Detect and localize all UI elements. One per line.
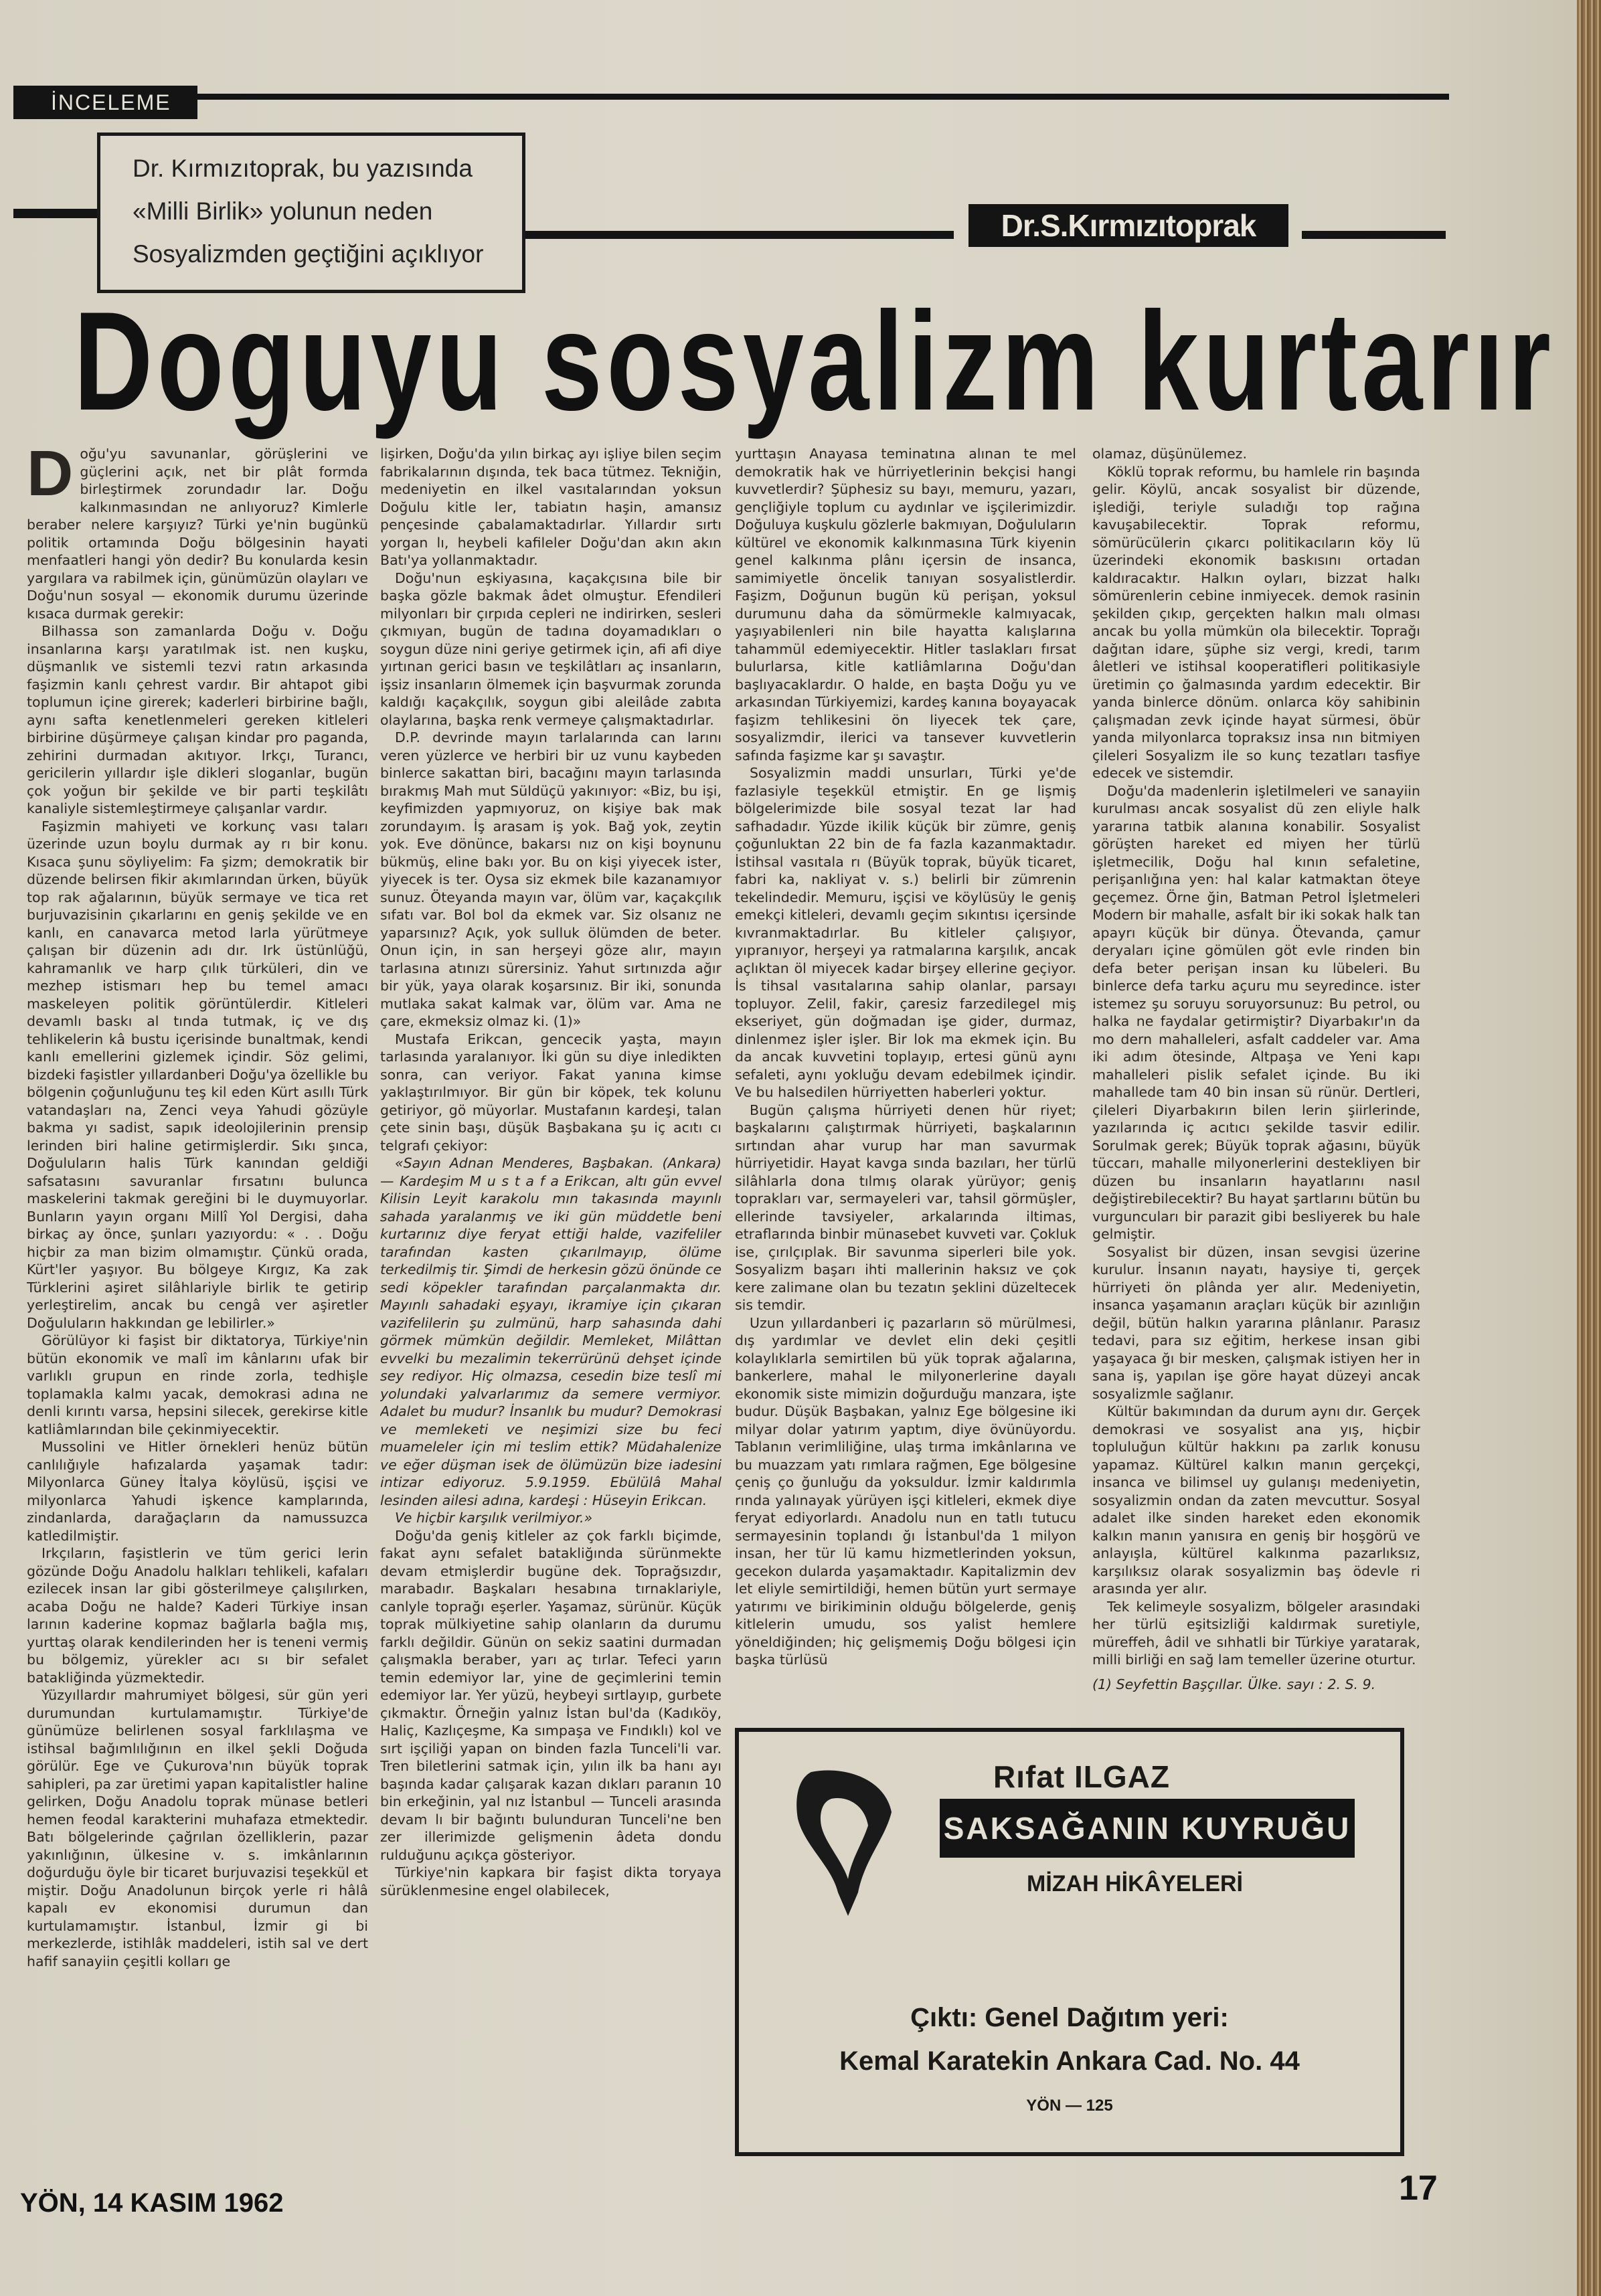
deck-box — [97, 133, 525, 293]
center-rule — [525, 231, 954, 239]
author-byline: Dr.S.Kırmızıtoprak — [968, 204, 1288, 247]
deck-line: «Milli Birlik» yolunun neden — [133, 197, 433, 225]
paragraph: Görülüyor ki faşist bir diktatorya, Türkiye'nin bütün ekonomik ve malî im kânlarını ufak bir varlıklı grupun en rinde zorla, tedhişle toplamakla kalmı yacak, demokrasi adına ne denli kırıntı varsa, hepsini silecek, gerekirse kitle katliâmlarından bile çekinmiyecektir. — [27, 1332, 368, 1437]
paragraph: lişirken, Doğu'da yılın birkaç ayı işliye bilen seçim fabrikalarının dışında, tek baca tütmez. Tekniğin, medeniyetin en ilkel vasıtalarından yoksun Doğulu kitle ler, tabiatın haşin, amansız pençesinde çabalamaktadırlar. Yıllardır sırtı yorgan lı, heybeli kafileler Doğu'dan akın akın Batı'ya yollanmaktadır. — [380, 446, 722, 568]
paragraph: Köklü toprak reformu, bu hamlele rin başında gelir. Köylü, ancak sosyalist bir düzende, işlediği, teriyle suladığı top rağına kavuşabilecektir. Toprak reformu, sömürücülerin çıkarcı politikacıların köy lü üzerindeki ekonomik baskısını ortadan kaldıracaktır. Halkın oyları, bizzat halkı sömürenlerin cebine inmiyecek. demok rasinin şekilden çıkıp, gerçekten halkın malı olması ancak bu yolla mümkün ola bilecektir. Toprağı dağıtan idare, şüphe siz vergi, kredi, tarım âletleri ve istihsal kooperatifleri politikasiyle üretimin ço ğalmasında yardım edecektir. Bir yanda binlerce dönüm. onlarca köy sahibinin çalışmadan zevk içinde hayat sürmesi, öbür yanda milyonlarca topraksız insa nın bitmiyen çileleri Sosyalizm ile so kunç tezatları tasfiye edecek ve sistemdir. — [1092, 463, 1420, 781]
deck-line: Dr. Kırmızıtoprak, bu yazısında — [133, 155, 473, 182]
section-tag: İNCELEME — [13, 86, 197, 119]
paragraph: Tek kelimeyle sosyalizm, bölgeler arasındaki her türlü eşitsizliği kaldırmak suretiyle, müreffeh, âdil ve sıhhatli bir Türkiye yaratarak, milli birliği en sağ lam temeller üzerine oturtur. — [1092, 1598, 1420, 1668]
paragraph: yurttaşın Anayasa teminatına alınan te mel demokratik hak ve hürriyetlerinin bekçisi hangi kuvvetlerdir? Şüphesiz su bayı, memuru, yazarı, gençliğiyle toplum cu aydınlar ve işçilerimizdir. Doğuluya kuşkulu gözlerle bakmıyan, Doğuluların kültürel ve ekonomik kalkınmasına Türk kiyenin genel kalkınma plânı içersin de insanca, samimiyetle öncelik tanıyan sosyalistlerdir. Faşizm, Doğunun bugün kü perişan, yoksul durumunu daha da sömürmekle kalmıyacak, yaşıyabilenleri nin bile hayatta kalışlarına tahammül edemiyecektir. Hitler taslakları fırsat bulurlarsa, kitle katliâmlarına Doğu'dan başlıyacaklardır. O halde, en başta Doğu yu ve arkasından Türkiyemizi, kardeş kanına boyayacak faşizm tehlikesini ön liyecek tek çare, sosyalizmdir, ilerici va tansever kuvvetlerin safında faşizme kar şı savaştır. — [735, 446, 1076, 764]
deck-line: Sosyalizmden geçtiğini açıklıyor — [133, 240, 484, 268]
paragraph: Bilhassa son zamanlarda Doğu v. Doğu insanlarına karşı yaratılmak ist. nen kuşku, düşmanlık ve sistemli tezvi ratın arkasında faşizmin kanlı çehrest vardır. Bir ahtapot gibi toplumun içine girerek; kaderleri birbirine bağlı, aynı safta kenetlenmeleri gereken kitleleri birbirine düşürmeye çalışan kindar pro paganda, zehirini durmadan akıtıyor. Irkçı, Turancı, gericilerin yıllardır işle dikleri sloganlar, bugün çok yoğun bir şekilde ve bir parti teşkilâtı kanaliyle sistemleştirmeye çalışanlar vardır. — [27, 623, 368, 816]
paragraph: Doğu'da geniş kitleler az çok farklı biçimde, fakat aynı sefalet batakliğında sürünmekte devam etmişlerdir bugüne dek. Toprağsızdır, marabadır. Başkaları hesabına tırnaklariyle, canlyle toprağı eşerler. Yaşamaz, sürünür. Küçük toprak mülkiyetine sahip olanların da durumu farklı değildir. Günün on sekiz saatini durmadan çalışmakla beraber, yarı aç tırlar. Tefeci yarın temin edemiyor lar, yine de geçimlerini temin edemiyor lar. Yer yüzü, heybeyi sırtlayıp, gurbete çıkmaktır. Örneğin yalnız İstan bul'da (Kadıköy, Haliç, Kazlıçeşme, Ka sımpaşa ve Fındıklı) kol ve sırt işçiliği yapan on binden fazla Tunceli'li var. Tren biletlerini satmak için, yılın ilk ba hanı ayı başında kadar çalışarak kazan dıkları paranın 10 bin erkeğinin, yal nız İstanbul — Tunceli arasında devam lı bir bağıntı bulunduran Tunceli'ne ben zer illerimizde gelişmenin âdeta dondu rulduğunu açıkça gösteriyor. — [380, 1527, 722, 1863]
footnote: (1) Seyfettin Başçıllar. Ülke. sayı : 2. S. 9. — [1092, 1676, 1376, 1692]
ad-author: Rıfat ILGAZ — [993, 1759, 1170, 1794]
paragraph: Uzun yıllardanberi iç pazarların sö mürülmesi, dış yardımlar ve devlet elin deki çeşitli kolaylıklarla semirtilen bü yük toprak ağalarına, bankerlere, mahal le milyonerlerine dayalı ekonomik siste mimizin doğurduğu manzara, işte budur. Düşük Başbakan, yalnız Ege bölgesine iki milyar dolar yatırım yaptım, diye övünüyordu. Tablanın verimliliğine, ulaş tırma imkânlarına ve bu muazzam yatı rımlara rağmen, Ege bölgesine çeniş ço ğunluğu da yoksuldur. İzmir kaldırımla rında yalınayak yürüyen işçi kitleleri, ekmek diye feryat ediyorlardı. Anadolu nun en tatlı tutucu sermayesinin toplandı ğı İstanbul'da 1 milyon insan, her tür lü kamu hizmetlerinden yoksun, gecekon dularda yaşamaktadır. Kapitalizmin dev let eliyle semirtildiği, hemen bütün yurt sermaye yatırımı ve birikiminin olduğu bölgelerde, geniş kitlelerin umudu, sos yalist hemlere yöneldiğinden; hiç gelişmemiş Doğu bölgesi için başka türlüsü — [735, 1314, 1076, 1668]
top-rule — [197, 94, 1449, 100]
book-advertisement — [735, 1728, 1404, 2156]
paragraph: Mussolini ve Hitler örnekleri henüz bütün canlılığıyle hafızalarda yaşamak tadır: Milyonlarca Güney İtalya köylüsü, işçisi ve milyonlarca Yahudi işkence kamplarında, zindanlarda, darağaçların da namussuzca katledilmiştir. — [27, 1439, 368, 1544]
page-binding — [1577, 0, 1601, 2296]
ad-distributor: Kemal Karatekin Ankara Cad. No. 44 — [839, 2046, 1300, 2076]
drop-cap: D — [27, 445, 74, 509]
body-column-1 — [27, 445, 368, 2172]
body-column-2 — [380, 445, 722, 2172]
paragraph: olamaz, düşünülemez. — [1092, 446, 1247, 462]
paragraph: D.P. devrinde mayın tarlalarında can larını veren yüzlerce ve herbiri bir uz vunu kaybeden binlerce sakattan biri, bacağını mayın tarlasında bırakmış Mah mut Süldüçü yakınıyor: «Biz, bu işi, keyfimizden yapmıyoruz, on kişiye bak mak zorundayım. İş arasam iş yok. Bağ yok, zeytin yok. Eve dönünce, bakarsı nız on kişi boynunu bükmüş, eline bakı yor. Bu on kişi yiyecek ister, yiyecek is ter. Oysa siz ekmek bile kazanamıyor sunuz. Öteyanda mayın var, ölüm var, kaçakçılık sıfatı var. Bol bol da ekmek var. Siz olsanız ne yaparsınız? Açık, yok sulluk ölümden de beter. Onun için, in san herşeyi göze alır, mayın tarlasına atınızı sürersiniz. Yahut sırtınızda ağır bir yük, yaya olarak koşarsınız. Bir iki, sonunda mutlaka sakat kalmak var, ölüm var. Ama ne çare, ekmeksiz olmaz ki. (1)» — [380, 729, 722, 1029]
ad-book-title: SAKSAĞANIN KUYRUĞU — [940, 1799, 1355, 1858]
headline: Doguyu sosyalizm kurtarır — [74, 282, 1555, 440]
issue-date: YÖN, 14 KASIM 1962 — [20, 2188, 284, 2218]
paragraph: Sosyalizmin maddi unsurları, Türki ye'de fazlasiyle teşekkül etmiştir. En ge lişmiş bölgelerimizde bile sosyal tezat lar had safhadadır. Yüzde ikilik küçük bir zümre, geniş çoğunluktan 22 bin de fa fazla kazanmaktadır. İstihsal vasıtala rı (Büyük toprak, büyük ticaret, fabri ka, nakliyat v. s.) belirli bir zümrenin tekelindedir. Memuru, işçisi ve köylüsüy le geniş emekçi kitleleri, devamlı geçim sıkıntısı içersinde kıvranmaktadırlar. Bu kitleler çalışıyor, yıpranıyor, herşeyi ya ratmalarına karşılık, ancak açlıktan öl miyecek kadar birşey ellerine geçiyor. İs tihsal vasıtalarına sahip olanlar, parsayı topluyor. Zelil, fakir, çaresiz farzedilegel miş ekseriyet, gün doğmadan işe gider, durmaz, dinlenmez işler işler. Bir lok ma ekmek için. Bu da ancak kuvvetini toplayıp, ertesi günü aynı sefaleti, aynı yokluğu devam edebilmek içindir. Ve bu halsedilen hürriyetten haberleri yoktur. — [735, 765, 1076, 1100]
paragraph: Kültür bakımından da durum aynı dır. Gerçek demokrasi ve sosyalist ana yış, hiçbir topluluğun kültür hakkını pa zarlık konusu yapamaz. Kültürel kalkın manın gerçekçi, insanca ve bilimsel uy gulanışı medeniyetin, sosyalizmin ondan da zaten mevcuttur. Sosyal adalet ilke sinden hareket eden ekonomik kalkın manın yanısıra en geniş bir hoşgörü ve anlayışla, kültürel kalkınma pazarlıksız, karşılıksız olarak sosyalizmin baş ödevle ri arasında yer alır. — [1092, 1403, 1420, 1597]
body-column-3 — [735, 445, 1076, 1703]
magpie-tail-icon — [784, 1759, 918, 1919]
paragraph: Doğu'nun eşkiyasına, kaçakçısına bile bir başka gözle bakmak âdet olmuştur. Efendileri milyonları bir çırpıda cepleri ne indirirken, sesleri çıkmıyan, bugün de tadına doyamadıkları o soygun düze nini geriye getirmek için, afi afi diye yırtınan gerici basın ve teşkilâtları aç insanların, işsiz insanların ölmemek için başvurmak zorunda kaldığı kaçakçılık, soygun gibi aleilâde zabıta olaylarına, başka renk vermeye çalışmaktadırlar. — [380, 569, 722, 728]
paragraph: Türkiye'nin kapkara bir faşist dikta toryaya sürüklenmesine engel olabilecek, — [380, 1864, 722, 1898]
body-column-4 — [1092, 445, 1420, 1703]
ad-subtitle: MİZAH HİKÂYELERİ — [1027, 1871, 1243, 1896]
paragraph: Ve hiçbir karşılık verilmiyor.» — [395, 1510, 593, 1526]
paragraph: oğu'yu savunanlar, görüşlerini ve güçlerini açık, net bir plât formda birleştirmek zorundadır lar. Doğu kalkınmasından ne anlıyoruz? Kimlerle beraber nelere karşıyız? Türki ye'nin bugünkü politik ortamında Doğu bölgesinin hayati menfaatleri hangi yön dedir? Bu konularda kesin yargılara va rabilmek için, günümüzün olayları ve Doğu'nun sosyal — ekonomik durumu üzerinde kısaca durmak gerekir: — [27, 446, 368, 622]
left-rule — [13, 209, 97, 218]
paragraph: Yüzyıllardır mahrumiyet bölgesi, sür gün yeri durumundan kurtulamamıştır. Türkiye'de günümüze belirlenen sosyal farklılaşma ve istihsal bağımlılığının en ilkel şekli Doğuda görülür. Ege ve Çukurova'nın büyük toprak sahipleri, pa zar üretimi yapan kapitalistler haline gelirken, Doğu Anadolu toprak münase betleri hemen feodal karakterini muhafaza etmektedir. Batı bölgelerinde çağrılan özelliklerin, pazar yakınlığının, ülkesine v. s. imkânlarının doğurduğu öyle bir ticaret burjuvazisi teşekkül et miştir. Doğu Anadolunun birçok yerle ri hâlâ kapalı ev ekonomisi durumun dan kurtulamamıştır. İstanbul, İzmir gi bi merkezlerde, istihlâk maddeleri, istih sal ve dert hafif sanayiin çeşitli kolları ge — [27, 1687, 368, 1969]
paragraph: Faşizmin mahiyeti ve korkunç vası taları üzerinde uzun boylu durmak ay rı bir konu. Kısaca şunu söyliyelim: Fa şizm; demokratik bir düzende belirsen fikir akımlarından ürken, büyük top rak ağalarının, büyük sermaye ve tica ret burjuvazisinin çıkarlarını en geniş şekilde ve en kanlı, en canavarca metod larla yürütmeye çalışan bir düzenin adı dır. Irk üstünlüğü, kahramanlık ve harp çılık türküleri, din ve mezhep istismarı hep bu temel amacı maskeleyen politik görüntülerdir. Kitleleri devamlı baskı al tında tutmak, iç ve dış tehlikelerin kâ bustu içerisinde bunaltmak, kendi kanlı emellerini gizlemek içindir. Söz gelimi, bizdeki faşistler yıllardanberi Doğu'ya özellikle bu bölgenin çoğunluğunu teş kil eden Kürt asıllı Türk vatandaşları na, Zenci veya Yahudi gözüyle bakma yı sadist, sapık ideolojilerinin prensip lerinden biri haline getirmişlerdir. Sıkı şınca, Doğuluların halis Türk kanından geldiği safsatasını savuranlar fırsatını bulunca maskelerini takmak gereğini bi le duymuyorlar. Bunların yayın organı Millî Yol Dergisi, daha birkaç ay önce, şunları yazıyordu: « . . Doğu hiçbir za man bizim olmamıştır. Çünkü orada, Kürt'ler yaşıyor. Bu bölgeye Kırgız, Ka zak Türklerini aşiret silâhlariyle birlik te getirip yerleştirelim, ancak bu cengâ ver aşiretler Doğuluların hakkından ge lebilirler.» — [27, 818, 368, 1331]
paragraph: Irkçıların, faşistlerin ve tüm gerici lerin gözünde Doğu Anadolu halkları tehlikeli, kafaları ezilecek insan lar gibi gösterilmeye çalışılırken, acaba Doğu ne halde? Kaderi Türkiye insan larının kaderine kopmaz bağlarla bağla mış, yurttaş olarak kendilerinden her is teneni vermiş bu bölgemiz, yürekler acı sı bir sefalet batakliğinda yüzmektedir. — [27, 1545, 368, 1686]
quoted-telegram: «Sayın Adnan Menderes, Başbakan. (Ankara) — Kardeşim M u s t a f a Erikcan, altı gün evvel Kilisin Leyit karakolu mın takasında mayınlı sahada yaralanmış ve iki gün müddetle beni kurtarınız diye feryat ettiği halde, vazifeliler tarafından kasten çıkarılmayıp, ölüme terkedilmiş tir. Şimdi de herkesin gözü önünde ce sedi köpekler tarafından parçalanmakta dır. Mayınlı sahadaki eşyayı, ikramiye için çıkaran vazifelilerin şu zulmünü, harp sahasında dahi görmek mümkün değildir. Memleket, Milâttan evvelki bu mezalimin tekerrürünü dehşet içinde sey rediyor. Hiç olmazsa, cesedin bize teslî mi yolundaki yalvarlarımız da semere vermiyor. Adalet bu mudur? İnsanlık bu mudur? Demokrasi ve memleketi ve neşimizi size bu feci muameleler için mi teslim ettik? Müdahalenize ve eğer düşman isek de ölümüzün bize iadesini intizar ediyoruz. 5.9.1959. Ebülülâ Mahal lesinden ailesi adına, kardeşi : Hüseyin Erikcan. — [380, 1155, 722, 1508]
paragraph: Bugün çalışma hürriyeti denen hür riyet; başkalarını çalıştırmak hürriyeti, başkalarının sırtından ahar vurup har man savurmak hürriyetidir. Hayat kavga sında bazıları, her türlü silâhlarla dona tılmış olarak yürüyor; geniş toprakları var, sermayeleri var, tahsil görmüşler, ellerinde tavsiyeler, arkalarında iltimas, etraflarında binbir münasebet kuvveti var. Çokluk ise, çırılçıplak. Bir savunma siperleri bile yok. Sosyalizm başarı ihti mallerinin haksız ve çok kere zalimane olan bu tezatın şeklini düzeltecek sis temdir. — [735, 1101, 1076, 1313]
page-number: 17 — [1399, 2169, 1438, 2208]
paragraph: Doğu'da madenlerin işletilmeleri ve sanayiin kurulması ancak sosyalist dü zen eliyle halk yararına tatbik alanına konabilir. Sosyalist görüşten hareket ed miyen her türlü işletmecilik, Doğu hal kının sefaletine, perişanlığına yen: hal kalar katmaktan öteye geçemez. Örne ğin, Batman Petrol İşletmeleri Modern bir mahalle, asfalt bir iki sokak halk tan apayrı küçük bir dünya. Ötevanda, çamur deryaları içine gömülen göt evle rinden bin defa beter perişan insan ku lübeleri. Bu binlerce defa tarku açuru mu seyredince. ister istemez şu soruyu soruyorsunuz: Bu petrol, ou halka ne faydalar getirmiştir? Diyarbakır'ın da mo dern mahalleleri, asfalt caddeler var. Ama iki adım ötesinde, Altpaşa ve Yeni kapı mahalleleri pislik sefalet içinde. Bu iki mahallede tam 40 bin insan sü rünür. Dertleri, çileleri Diyarbakırın bilen lerin şiirlerinde, yazılarında iç acıtıcı şekilde tasvir edilir. Sorulmak gerek; Büyük toprak ağasını, büyük tüccarı, mahalle milyonerlerini destekliyen bir düzen bu insanların hayatlarını nasıl değiştirebilecektir? Bu hayat şartlarını bütün bu vurguncuları bir parazit gibi besliyerek bu hale gelmiştir. — [1092, 782, 1420, 1242]
right-rule — [1302, 231, 1446, 239]
paragraph: Mustafa Erikcan, gencecik yaşta, mayın tarlasında yaralanıyor. İki gün su diye inledikten sonra, can veriyor. Fakat yanına kimse yaklaştırılmıyor. Bir gün bir köpek, tek kolunu getiriyor, gö müyorlar. Mustafanın kardeşi, talan çete sinin başı, düşük Başbakana şu iç acıtı cı telgrafı çekiyor: — [380, 1031, 722, 1154]
ad-distribution-label: Çıktı: Genel Dağıtım yeri: — [910, 2003, 1229, 2032]
ad-publisher-note: YÖN — 125 — [1026, 2097, 1113, 2115]
paragraph: Sosyalist bir düzen, insan sevgisi üzerine kurulur. İnsanın nayatı, haysiye ti, gerçek hürriyeti ön plânda yer alır. Medeniyetin, insanca yaşamanın araçları küçük bir azınlığın değil, bütün halkın yararına plânlanır. Parasız tedavi, para sız eğitim, herkese insan gibi yaşayaca ğı bir mesken, çalışmak istiyen her in sana iş, yapılan işe göre hayat düzeyi ancak sosyalizmle sağlanır. — [1092, 1243, 1420, 1402]
